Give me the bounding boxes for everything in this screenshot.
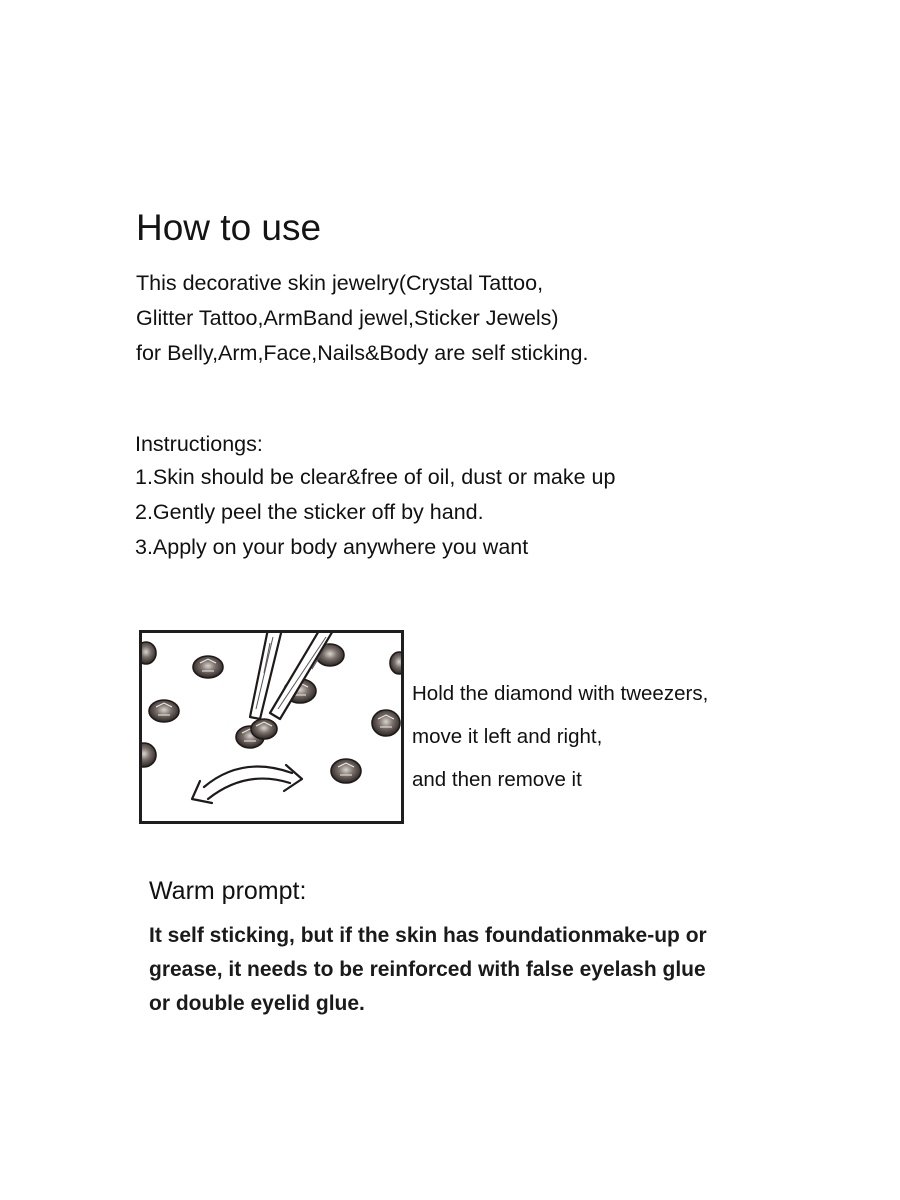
warm-prompt-line: grease, it needs to be reinforced with false eyelash glue (149, 958, 706, 981)
intro-line: This decorative skin jewelry(Crystal Tattoo, (136, 271, 544, 295)
intro-line: for Belly,Arm,Face,Nails&Body are self sticking. (136, 341, 589, 365)
warm-prompt-heading: Warm prompt: (149, 877, 307, 905)
caption-line: move it left and right, (412, 725, 603, 748)
instructions-list (135, 460, 615, 565)
instructions-heading: Instructiongs: (135, 432, 263, 456)
intro-line: Glitter Tattoo,ArmBand jewel,Sticker Jewels) (136, 306, 559, 330)
intro-paragraph (136, 266, 776, 371)
tweezers-rhinestones-illustration (139, 630, 404, 824)
caption-line: Hold the diamond with tweezers, (412, 682, 709, 705)
illustration-caption (412, 672, 708, 801)
instruction-step: 2.Gently peel the sticker off by hand. (135, 500, 484, 524)
instruction-step: 1.Skin should be clear&free of oil, dust or make up (135, 465, 616, 489)
tweezers-rhinestones-icon (142, 633, 401, 821)
warm-prompt-line: It self sticking, but if the skin has foundationmake-up or (149, 924, 707, 947)
warm-prompt-text (149, 919, 789, 1021)
warm-prompt-line: or double eyelid glue. (149, 992, 365, 1015)
instruction-step: 3.Apply on your body anywhere you want (135, 535, 529, 559)
page-title: How to use (136, 207, 322, 248)
caption-line: and then remove it (412, 768, 582, 791)
